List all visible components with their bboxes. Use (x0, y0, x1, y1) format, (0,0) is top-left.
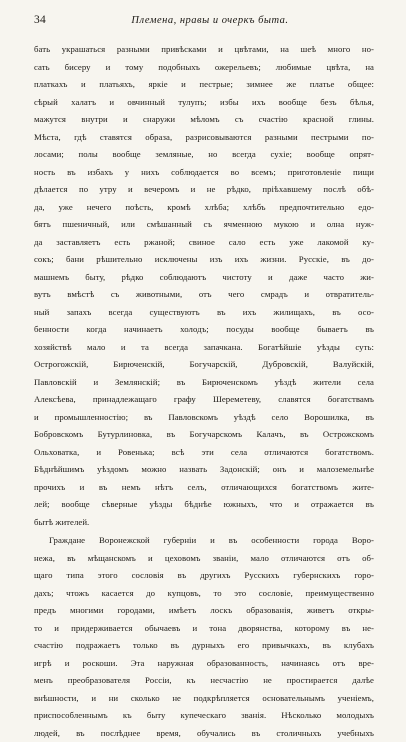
text-line: машнемъ быту, рѣдко соблюдаютъ чистоту и даже часто жи- (34, 269, 374, 287)
text-line: дахъ; чтожъ касается до купцовъ, то это сословіе, преимущественно (34, 585, 374, 603)
text-line: Граждане Воронежской губерніи и въ особенности города Воро- (34, 532, 374, 550)
text-line: платкахъ и платьяхъ, яркіе и пестрые; зимнее же платье общее: (34, 76, 374, 94)
text-line: сокъ; бани рѣшительно исключены изъ ихъ жизни. Русскіе, въ до- (34, 251, 374, 269)
paragraph (34, 41, 374, 531)
text-line: ный запахъ всегда существуютъ въ ихъ жилищахъ, въ осо- (34, 304, 374, 322)
running-title: Племена, нравы и очеркъ быта. (90, 15, 374, 26)
text-line: вутъ вмѣстѣ съ животными, отъ чего смрадъ и отвратитель- (34, 286, 374, 304)
page-number: 34 (34, 14, 90, 26)
text-line: Мѣста, гдѣ ставятся образа, разрисовываются разными пестрыми по- (34, 129, 374, 147)
paragraph (34, 532, 374, 742)
text-line: бать украшаться разными привѣсками и цвѣтами, на шеѣ много но- (34, 41, 374, 59)
text-line: то и придерживается обычаевъ и тона дворянства, которому въ не- (34, 620, 374, 638)
text-line: щаго типа этого сословія въ другихъ Русскихъ губернскихъ горо- (34, 567, 374, 585)
text-line: дѣлается по утру и вечеромъ и не рѣдко, пріѣхавшему послѣ обѣ- (34, 181, 374, 199)
text-line: людей, въ послѣднее время, обучались въ столичныхъ учебныхъ (34, 725, 374, 742)
text-line: да заставляетъ есть ржаной; свиное сало есть уже лакомой ку- (34, 234, 374, 252)
text-line: ность въ избахъ у нихъ соблюдается во всемъ; приготовленіе пищи (34, 164, 374, 182)
text-line: бытѣ жителей. (34, 514, 374, 532)
text-line: счастію подражаетъ только въ дурныхъ его привычкахъ, въ клубахъ (34, 637, 374, 655)
text-line: Бобровскомъ Бутурлиновка, въ Богучарскомъ Калачъ, въ Острожскомъ (34, 426, 374, 444)
text-line: да, уже нечего поѣсть, кромѣ хлѣба; хлѣбъ предпочтительно едо- (34, 199, 374, 217)
text-line: бенности когда начинаетъ холодъ; посуды вообще бываетъ въ (34, 321, 374, 339)
text-line: менъ преобразователя Россіи, къ несчастію не простирается далѣе (34, 672, 374, 690)
text-line: Острогожскій, Бирюченскій, Богучарскій, Дубровскій, Валуйскій, (34, 356, 374, 374)
text-line: игрѣ и роскоши. Эта наружная образованность, начинаясь отъ вре- (34, 655, 374, 673)
text-line: бятъ пшеничный, или смѣшанный съ ячменною мукою и олна нуж- (34, 216, 374, 234)
text-line: и промышленностію; въ Павловскомъ уѣздѣ село Ворошилка, въ (34, 409, 374, 427)
text-line: внѣшности, и ни сколько не подкрѣпляется основательнымъ ученіемъ, (34, 690, 374, 708)
text-line: нежа, въ мѣщанскомъ и цеховомъ званіи, мало отличаются отъ об- (34, 550, 374, 568)
text-line: сѣрый халатъ и овчинный тулупъ; избы ихъ вообще безъ бѣлья, (34, 94, 374, 112)
text-line: Алексѣева, принадлежащаго графу Шереметеву, славятся богатствамъ (34, 391, 374, 409)
text-line: хозяйствѣ мало и та всегда запачкана. Богатѣйшіе уѣзды суть: (34, 339, 374, 357)
text-line: Бѣднѣйшимъ уѣздомъ можно назвать Задонскій; онъ и малоземельнѣе (34, 461, 374, 479)
page-header (34, 14, 374, 32)
text-line: лосами; полы вообще земляные, но всегда сухіе; вообще опрят- (34, 146, 374, 164)
text-line: лей; вообще сѣверные уѣзды бѣднѣе южныхъ, что и отражается въ (34, 496, 374, 514)
text-line: приспособленнымъ къ быту купеческаго званія. Нѣсколько молодыхъ (34, 707, 374, 725)
text-line: мажутся внутри и снаружи мѣломъ съ счастію красной глины. (34, 111, 374, 129)
body-text (34, 41, 374, 742)
text-line: предъ многими городами, имѣетъ лоскъ образованія, живетъ откры- (34, 602, 374, 620)
text-line: сать бисеру и тому подобныхъ ожерельевъ; любимые цвѣта, на (34, 59, 374, 77)
book-page (34, 14, 374, 742)
text-line: Павловскій и Землянскій; въ Бирюченскомъ уѣздѣ жители села (34, 374, 374, 392)
text-line: Ольховатка, и Ровенька; всѣ эти села отличаются богатствомъ. (34, 444, 374, 462)
text-line: прочихъ и въ немъ нѣтъ селъ, отличающихся богатствомъ жите- (34, 479, 374, 497)
